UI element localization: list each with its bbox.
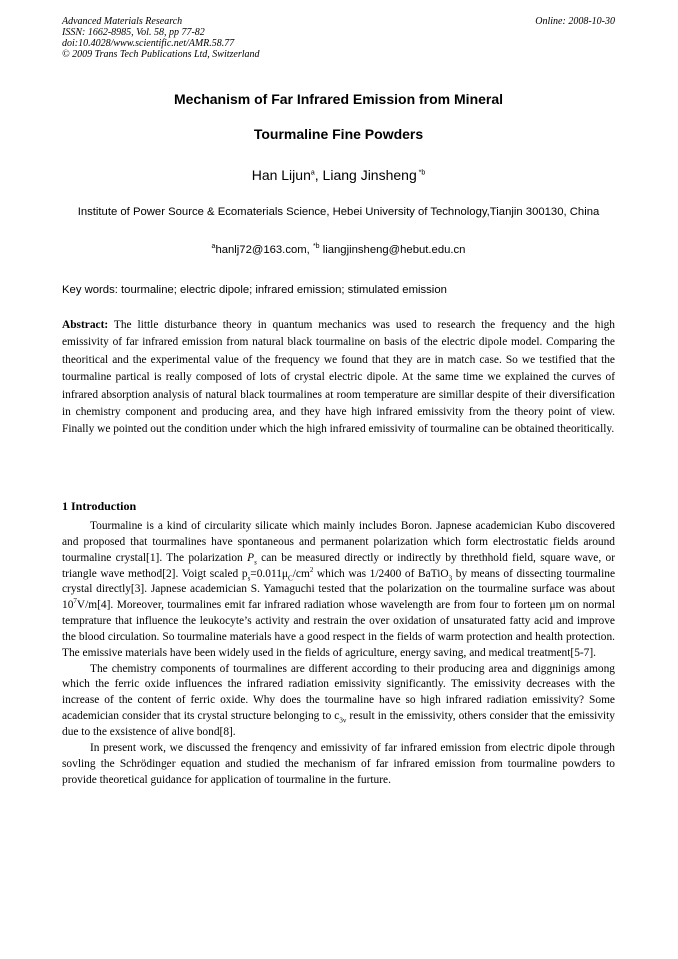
author-1-affil-mark: a [310,169,315,177]
issn-line: ISSN: 1662-8985, Vol. 58, pp 77-82 [62,27,205,38]
email-2-mark: *b [312,243,320,251]
p2-text-b: result in the emissivity, others consider that the emissivity due to the exsistence of alive bond[8]. [62,710,615,738]
p1-text-b: can be measured directly or indirectly by threthhold field, square wave, or triangle wave method[2]. Voigt scaled p [62,551,615,580]
email-2: liangjinsheng@hebut.edu.cn [319,244,466,256]
affiliation: Institute of Power Source & Ecomaterials Science, Hebei University of Technology,Tianjin 300130, China [77,206,600,218]
online-date: Online: 2008-10-30 [535,16,615,27]
p1-text-c: =0.011μ [250,567,289,580]
section-heading-introduction: 1 Introduction [62,499,137,513]
p1-text-d: /cm [292,567,310,580]
ps-subscript-s: s [247,573,251,582]
email-1-mark: a [211,243,216,251]
p1-text-e: which was 1/2400 of BaTiO [313,567,449,580]
p2-text-a: The chemistry components of tourmalines are different according to their producing area and diggninigs among which the ferric oxide influences the infrared radiation emissivity significantly. The emissivity decreases with the increase of the content of ferric oxide. Why does the tourmaline have so high infrared radiation emissivity? Some academician consider that its crystal structure belonging to c [62,662,615,723]
email-1: hanlj72@163.com, [215,244,313,256]
author-separator: , [314,167,323,183]
journal-header [62,16,260,60]
p2-sub-3v: 3v [339,716,347,725]
p1-sup-7: 7 [73,597,77,606]
ps-subscript: s [254,557,257,566]
p1-text-a: Tourmaline is a kind of circularity silicate which mainly includes Boron. Japnese academician Kubo discovered and proposed that tourmalines have spontaneous and permanent polarization which form electrostatic fields around tourmaline crystal[1]. The polarization [62,520,615,564]
abstract-text: The little disturbance theory in quantum mechanics was used to research the frequency and the high emissivity of far infrared emission from natural black tourmaline on basis of the electric dipole model. Comparing the theoritical and the experimental value of the frequency we found that they are in match case. So we testified that the tourmaline partical is really composed of lots of crystal electric dipole. At the same time we explained the curves of infrared absorption analysis of natural black tourmalines at room temperature are simillar despite of their diversification in chemistry component and producing area, and they have high infrared emissivity from the theory point of view. Finally we pointed out the condition under which the high infrared emissivity of tourmaline can be obtained theoritically. [62,319,615,436]
p1-text-g: V/m[4]. Moreover, tourmalines emit far infrared radiation whose wavelength are from four to forteen μm on normal temprature that influence the leukocyte’s activity and restrain the over oxidation of unsaturated fatty acid and improve the blood circulation. So tourmaline materials have a good respect in the fields of warm protection and health protection. The emissive materials have been widely used in the fields of agriculture, energy saving, and medical treatment[5-7]. [62,599,615,659]
paper-title-line-2: Tourmaline Fine Powders [253,126,424,142]
p1-sup-2: 2 [309,565,314,574]
paragraph-3: In present work, we discussed the frenqency and emissivity of far infrared emission from electric dipole through sovling the Schrödinger equation and studied the mechanism of far infrared emission from tourmaline powders to provide theoretical guidance for application of tourmaline in the furture. [62,741,615,786]
paragraph-1 [62,519,615,662]
p1-sub-3: 3 [448,573,453,582]
p1-text-f: by means of dissecting tourmaline crystal directly[3]. Japnese academician S. Yamaguchi tested that the polarization on the tourmaline surface was about 10 [62,567,615,612]
abstract [62,317,615,439]
paper-title-line-1: Mechanism of Far Infrared Emission from Mineral [173,91,504,107]
paragraph-2 [62,662,615,741]
author-2-affil-mark: *b [416,169,426,177]
author-list [62,167,615,183]
journal-name: Advanced Materials Research [62,16,183,27]
author-2: Liang Jinsheng [322,167,417,183]
introduction-body [62,519,615,788]
abstract-label: Abstract: [62,319,109,331]
copyright-line: © 2009 Trans Tech Publications Ltd, Switzerland [62,49,260,60]
ps-symbol: P [247,551,255,564]
keywords: Key words: tourmaline; electric dipole; infrared emission; stimulated emission [62,284,447,296]
author-1: Han Lijun [251,167,311,183]
email-line [62,244,615,256]
polarization-symbol [247,552,257,564]
doi-line: doi:10.4028/www.scientific.net/AMR.58.77 [62,38,235,49]
p1-sub-c: C [288,573,293,582]
